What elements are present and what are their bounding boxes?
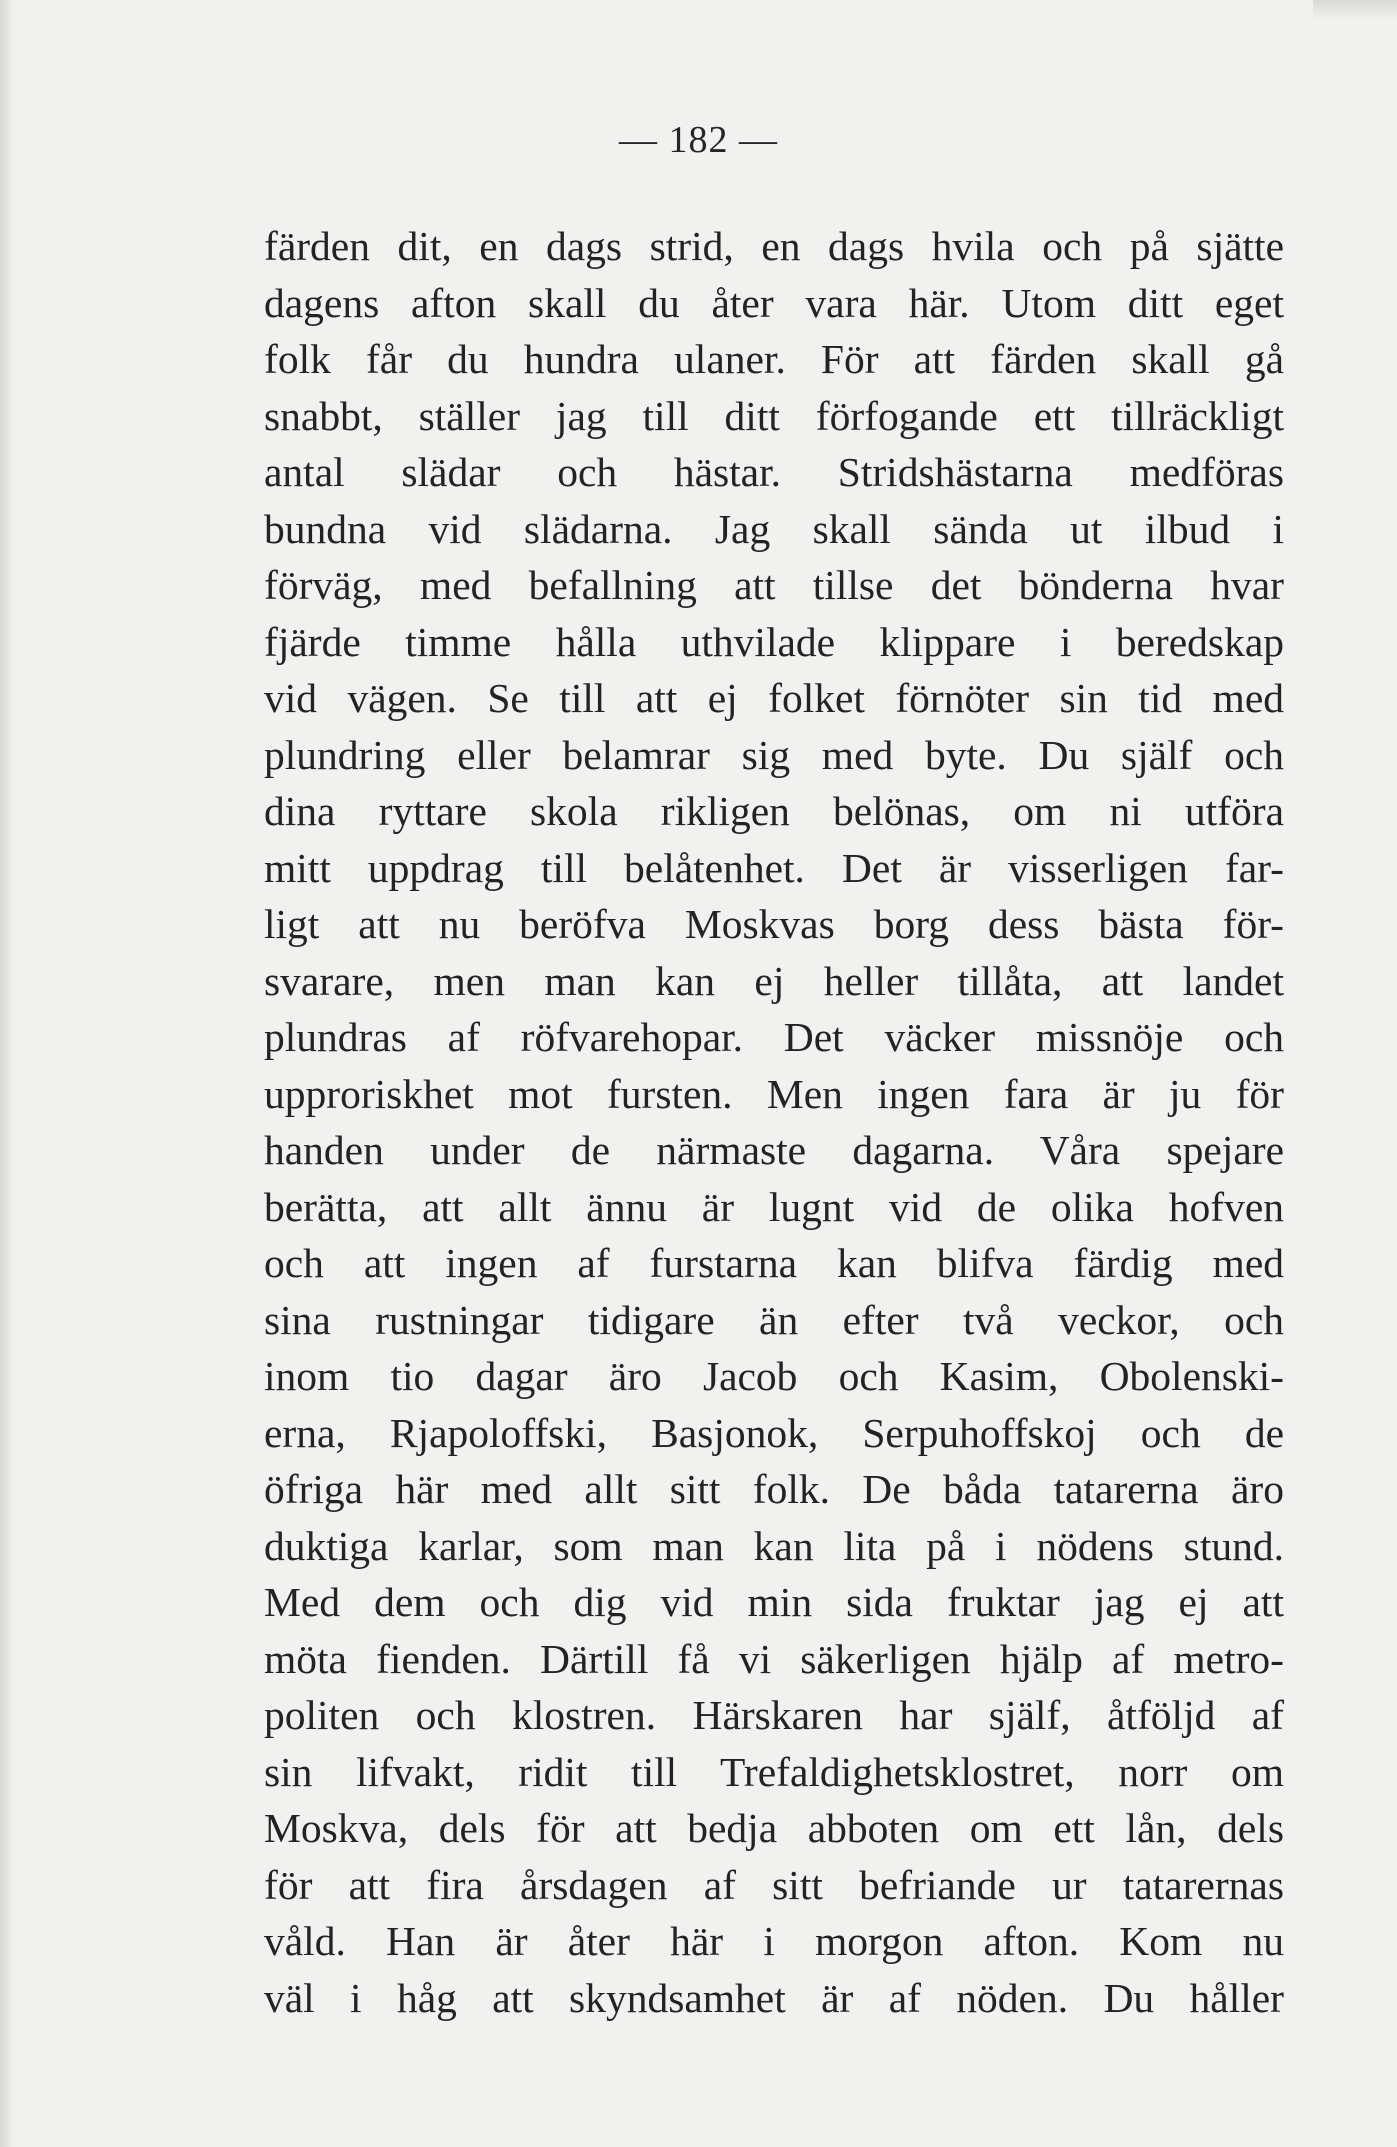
text-line-10: plundring eller belamrar sig med byte. Du själf och <box>264 731 1284 778</box>
text-line-31: våld. Han är åter här i morgon afton. Kom nu <box>264 1918 1284 1964</box>
text-line-11: dina ryttare skola rikligen belönas, om ni utföra <box>264 788 1284 834</box>
text-line-28: sin lifvakt, ridit till Trefaldighetsklostret, norr om <box>264 1748 1284 1795</box>
text-line-7: förväg, med befallning att tillse det bönderna hvar <box>264 562 1284 608</box>
text-line-29: Moskva, dels för att bedja abboten om ett lån, dels <box>264 1805 1284 1851</box>
text-line-4: snabbt, ställer jag till ditt förfogande ett tillräckligt <box>264 392 1284 439</box>
text-line-24: duktiga karlar, som man kan lita på i nödens stund. <box>264 1522 1284 1569</box>
text-line-26: möta fienden. Därtill få vi säkerligen hjälp af metro- <box>264 1635 1284 1682</box>
text-line-23: öfriga här med allt sitt folk. De båda tatarerna äro <box>264 1466 1284 1512</box>
text-line-16: upproriskhet mot fursten. Men ingen fara är ju för <box>264 1070 1284 1117</box>
text-line-8: fjärde timme hålla uthvilade klippare i beredskap <box>264 618 1284 665</box>
text-line-15: plundras af röfvarehopar. Det väcker missnöje och <box>264 1014 1284 1060</box>
text-line-2: dagens afton skall du åter vara här. Utom ditt eget <box>264 279 1284 326</box>
scan-edge-mark <box>1313 0 1397 20</box>
text-line-21: inom tio dagar äro Jacob och Kasim, Obolenski- <box>264 1353 1284 1399</box>
text-line-32: väl i håg att skyndsamhet är af nöden. Du håller <box>264 1974 1284 2021</box>
body-text <box>264 218 1284 2026</box>
text-line-19: och att ingen af furstarna kan blifva färdig med <box>264 1240 1284 1286</box>
text-line-18: berätta, att allt ännu är lugnt vid de olika hofven <box>264 1183 1284 1230</box>
text-line-13: ligt att nu beröfva Moskvas borg dess bästa för- <box>264 901 1284 947</box>
text-line-1: färden dit, en dags strid, en dags hvila och på sjätte <box>264 223 1284 269</box>
text-line-20: sina rustningar tidigare än efter två veckor, och <box>264 1296 1284 1343</box>
text-line-3: folk får du hundra ulaner. För att färden skall gå <box>264 336 1284 382</box>
text-line-14: svarare, men man kan ej heller tillåta, att landet <box>264 957 1284 1004</box>
text-line-27: politen och klostren. Härskaren har själf, åtföljd af <box>264 1692 1284 1738</box>
text-line-5: antal slädar och hästar. Stridshästarna medföras <box>264 449 1284 495</box>
text-line-9: vid vägen. Se till att ej folket förnöter sin tid med <box>264 675 1284 721</box>
page-edge-shadow <box>0 0 14 2147</box>
text-line-25: Med dem och dig vid min sida fruktar jag ej att <box>264 1579 1284 1625</box>
text-line-12: mitt uppdrag till belåtenhet. Det är visserligen far- <box>264 844 1284 891</box>
text-line-6: bundna vid slädarna. Jag skall sända ut ilbud i <box>264 505 1284 552</box>
text-line-17: handen under de närmaste dagarna. Våra spejare <box>264 1127 1284 1173</box>
text-line-22: erna, Rjapoloffski, Basjonok, Serpuhoffskoj och de <box>264 1409 1284 1456</box>
text-line-30: för att fira årsdagen af sitt befriande ur tatarernas <box>264 1861 1284 1908</box>
page-number: — 182 — <box>619 119 778 161</box>
